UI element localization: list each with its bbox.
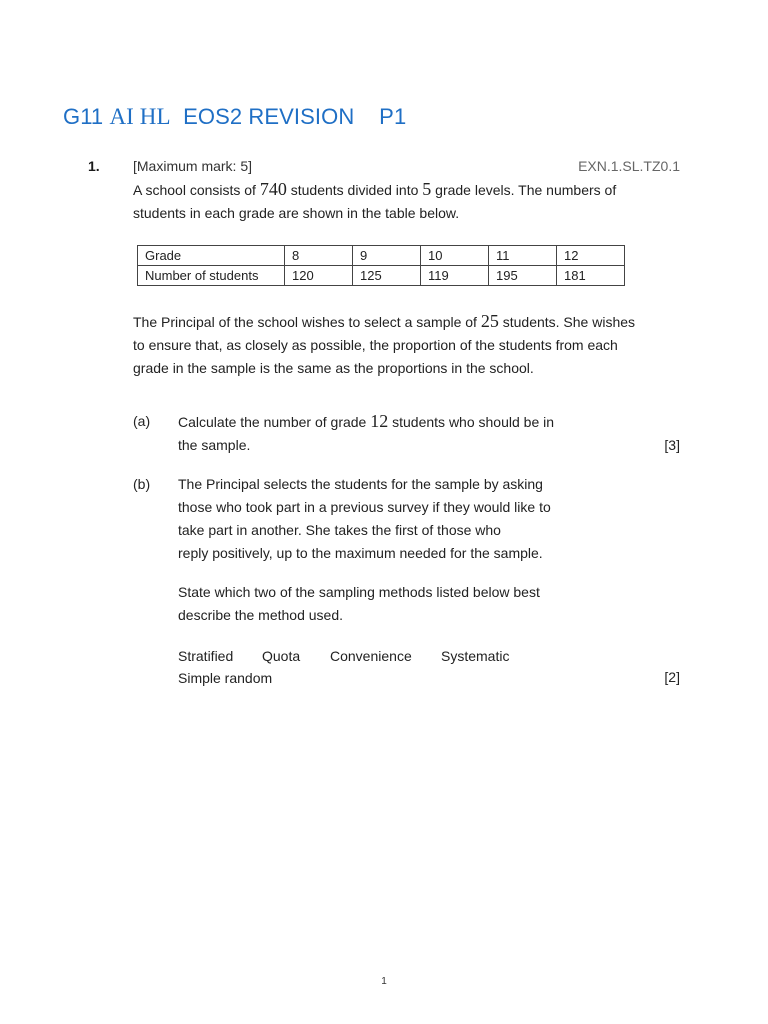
principal-line-2: to ensure that, as closely as possible, the proportion of the students from each (133, 337, 618, 353)
part-a-line-2: the sample. (178, 437, 251, 453)
table-cell: 11 (489, 246, 557, 266)
method-simple-random-wrap (178, 667, 272, 690)
page-number: 1 (381, 976, 387, 987)
table-cell: Number of students (138, 266, 285, 286)
part-b-marks: [2] (664, 669, 680, 685)
part-b-instruction (178, 581, 540, 627)
principal-line-3: grade in the sample is the same as the proportions in the school. (133, 360, 534, 376)
part-b-text (178, 473, 551, 565)
part-b-line-4: reply positively, up to the maximum needed for the sample. (178, 545, 543, 561)
method-quota: Quota (262, 648, 301, 664)
method-simple-random: Simple random (178, 670, 273, 686)
part-b-instruction-line-1: State which two of the sampling methods listed below best (178, 584, 540, 600)
maximum-mark: [Maximum mark: 5] (133, 158, 253, 174)
table-cell: 10 (421, 246, 489, 266)
table-row (138, 246, 625, 266)
page-title: G11 AI HL EOS2 REVISION P1 (63, 104, 407, 129)
part-b-instruction-line-2: describe the method used. (178, 607, 343, 623)
part-b-label: (b) (133, 476, 151, 492)
part-a-label: (a) (133, 413, 151, 429)
total-students: 740 (259, 179, 287, 199)
method-systematic-wrap (441, 645, 509, 668)
sample-size: 25 (480, 311, 499, 331)
table-row (138, 266, 625, 286)
intro-paragraph (133, 178, 616, 225)
question-reference: EXN.1.SL.TZ0.1 (578, 158, 680, 174)
grade-levels: 5 (422, 179, 432, 199)
table-cell: 120 (285, 266, 353, 286)
part-a-text (178, 410, 554, 457)
method-quota-wrap (262, 645, 300, 668)
sampling-methods-row (178, 645, 233, 668)
method-convenience: Convenience (330, 648, 412, 664)
part-b-line-2: those who took part in a previous survey if they would like to (178, 499, 551, 515)
table-cell: 119 (421, 266, 489, 286)
intro-line-1: A school consists of 740 students divided into 5 grade levels. The numbers of (133, 179, 617, 199)
table-cell: 12 (557, 246, 625, 266)
part-a-grade: 12 (370, 411, 389, 431)
grade-table (137, 245, 625, 286)
principal-paragraph (133, 310, 635, 380)
table-cell: Grade (138, 246, 285, 266)
intro-line-2: students in each grade are shown in the table below. (133, 205, 460, 221)
principal-line-1: The Principal of the school wishes to select a sample of 25 students. She wishes (133, 311, 636, 331)
part-b-line-1: The Principal selects the students for the sample by asking (178, 476, 543, 492)
method-systematic: Systematic (441, 648, 510, 664)
table-cell: 8 (285, 246, 353, 266)
table-cell: 181 (557, 266, 625, 286)
part-a-marks: [3] (664, 437, 680, 453)
table-cell: 9 (353, 246, 421, 266)
method-convenience-wrap (330, 645, 412, 668)
question-number: 1. (88, 158, 100, 174)
method-stratified: Stratified (178, 648, 234, 664)
part-b-line-3: take part in another. She takes the first of those who (178, 522, 501, 538)
part-a-line-1: Calculate the number of grade 12 students who should be in (178, 411, 555, 431)
table-cell: 195 (489, 266, 557, 286)
table-cell: 125 (353, 266, 421, 286)
